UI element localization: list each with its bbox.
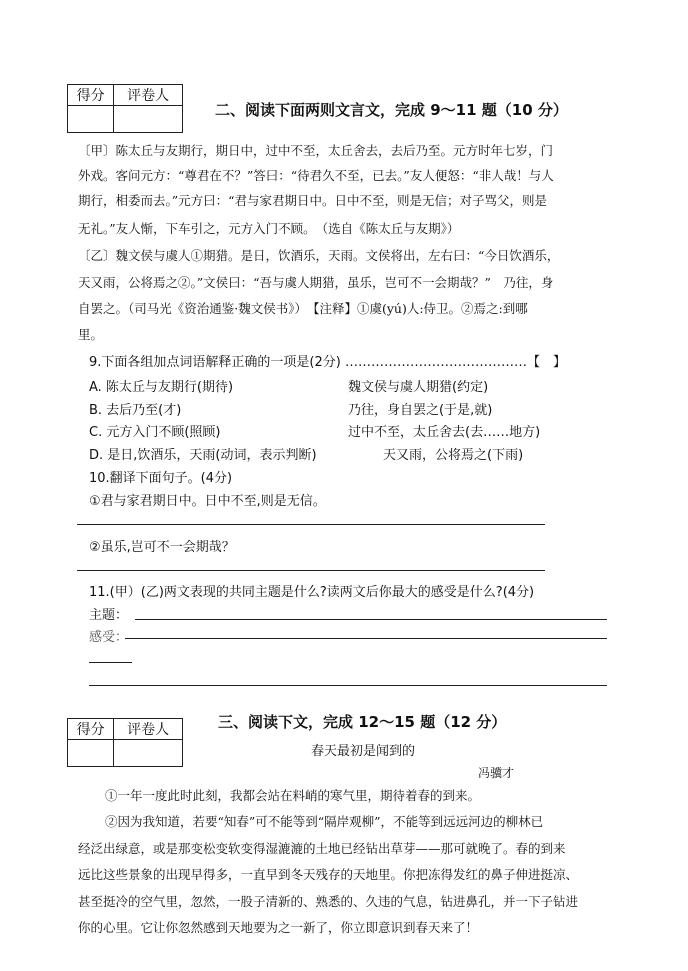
q9-option-c-left: C. 元方入门不顾(照顾) <box>89 425 221 440</box>
grader-cell[interactable] <box>114 740 183 767</box>
text-yi-line: 自罢之。（司马光《资治通鉴·魏文侯书》） 【注释】①虞(yú)人:侍卫。②焉之:到哪 <box>78 301 528 316</box>
section2-title: 二、阅读下面两则文言文，完成 9～11 题（10 分） <box>215 101 568 119</box>
q10-item-2: ②虽乐,岂可不一会期哉？ <box>89 540 235 555</box>
q9-option-c-right: 过中不至，太丘舍去(去……地方) <box>348 425 541 440</box>
answer-line[interactable] <box>89 662 132 663</box>
q9-option-a-left: A. 陈太丘与友期行(期待) <box>89 380 234 395</box>
grader-header: 评卷人 <box>114 719 183 740</box>
article-paragraph-line: 远比这些景象的出现早得多，一直早到冬天残存的天地里。你把冻得发红的鼻子伸进挺凉、 <box>78 867 579 882</box>
text-yi-line: 天又雨，公将焉之②。”文侯曰：“吾与虞人期猎，虽乐，岂可不一会期哉？” 乃往，身 <box>78 275 554 290</box>
answer-line[interactable] <box>77 524 545 525</box>
answer-line[interactable] <box>135 619 607 620</box>
q11-theme-label: 主题： <box>89 608 129 623</box>
score-header: 得分 <box>68 719 114 740</box>
article-paragraph-line: 甚至挺冷的空气里，忽然，一股子清新的、熟悉的、久违的气息，钻进鼻孔，并一下子钻进 <box>78 894 579 909</box>
q9-option-d-left: D. 是日,饮酒乐，天雨(动词，表示判断) <box>89 448 317 463</box>
q11-stem: 11.(甲）(乙)两文表现的共同主题是什么?读两文后你最大的感受是什么?(4分) <box>89 585 535 600</box>
score-table-section3 <box>67 718 183 767</box>
text-jia-line: 外戏。客问元方：“尊君在不？”答曰：“待君久不至，已去。”友人便怒：“非人哉！与人 <box>78 168 554 183</box>
article-paragraph-line: 经泛出绿意，或是那变松变软变得湿漉漉的土地已经钻出草芽——那可就晚了。春的到来 <box>78 841 566 856</box>
score-header: 得分 <box>68 85 114 106</box>
score-cell[interactable] <box>68 740 114 767</box>
score-cell[interactable] <box>68 106 114 133</box>
text-jia-line: 无礼。”友人惭，下车引之，元方入门不顾。 （选自《陈太丘与友期》） <box>78 221 460 236</box>
text-yi-line: 〔乙〕魏文侯与虞人①期猎。是日，饮酒乐，天雨。文侯将出，左右曰：“今日饮酒乐， <box>78 248 560 263</box>
article-title: 春天最初是闻到的 <box>311 744 416 759</box>
score-table-section2 <box>67 84 183 133</box>
q9-option-a-right: 魏文侯与虞人期猎(约定) <box>348 380 489 395</box>
text-jia-line: 〔甲〕陈太丘与友期行，期日中，过中不至，太丘舍去，去后乃至。元方时年七岁，门 <box>78 143 554 158</box>
text-yi-line: 里。 <box>78 327 104 342</box>
answer-line[interactable] <box>77 570 545 571</box>
q11-feel-label: 感受： <box>89 630 129 645</box>
answer-line[interactable] <box>89 685 607 686</box>
article-paragraph-line: ②因为我知道，若要“知春”可不能等到“隔岸观柳”，不能等到远远河边的柳林已 <box>105 814 544 829</box>
article-paragraph-line: 你的心里。它让你忽然感到天地要为之一新了，你立即意识到春天来了！ <box>78 920 479 935</box>
answer-line[interactable] <box>125 638 607 639</box>
q9-stem: 9.下面各组加点词语解释正确的一项是(2分) ……………………………………【 】 <box>89 355 566 370</box>
q9-option-b-left: B. 去后乃至(才) <box>89 403 182 418</box>
text-jia-line: 期行，相委而去。”元方曰：“君与家君期日中。日中不至，则是无信；对子骂父，则是 <box>78 193 548 208</box>
article-paragraph-line: ①一年一度此时此刻，我都会站在料峭的寒气里，期待着春的到来。 <box>105 788 481 803</box>
q10-stem: 10.翻译下面句子。(4分) <box>89 471 233 486</box>
section3-title: 三、阅读下文，完成 12～15 题（12 分） <box>218 713 507 731</box>
article-author: 冯骥才 <box>478 766 515 780</box>
grader-cell[interactable] <box>114 106 183 133</box>
q9-option-d-right: 天又雨，公将焉之(下雨) <box>383 448 524 463</box>
grader-header: 评卷人 <box>114 85 183 106</box>
q9-option-b-right: 乃往，身自罢之(于是,就) <box>348 403 493 418</box>
q10-item-1: ①君与家君期日中。日中不至,则是无信。 <box>89 494 326 509</box>
